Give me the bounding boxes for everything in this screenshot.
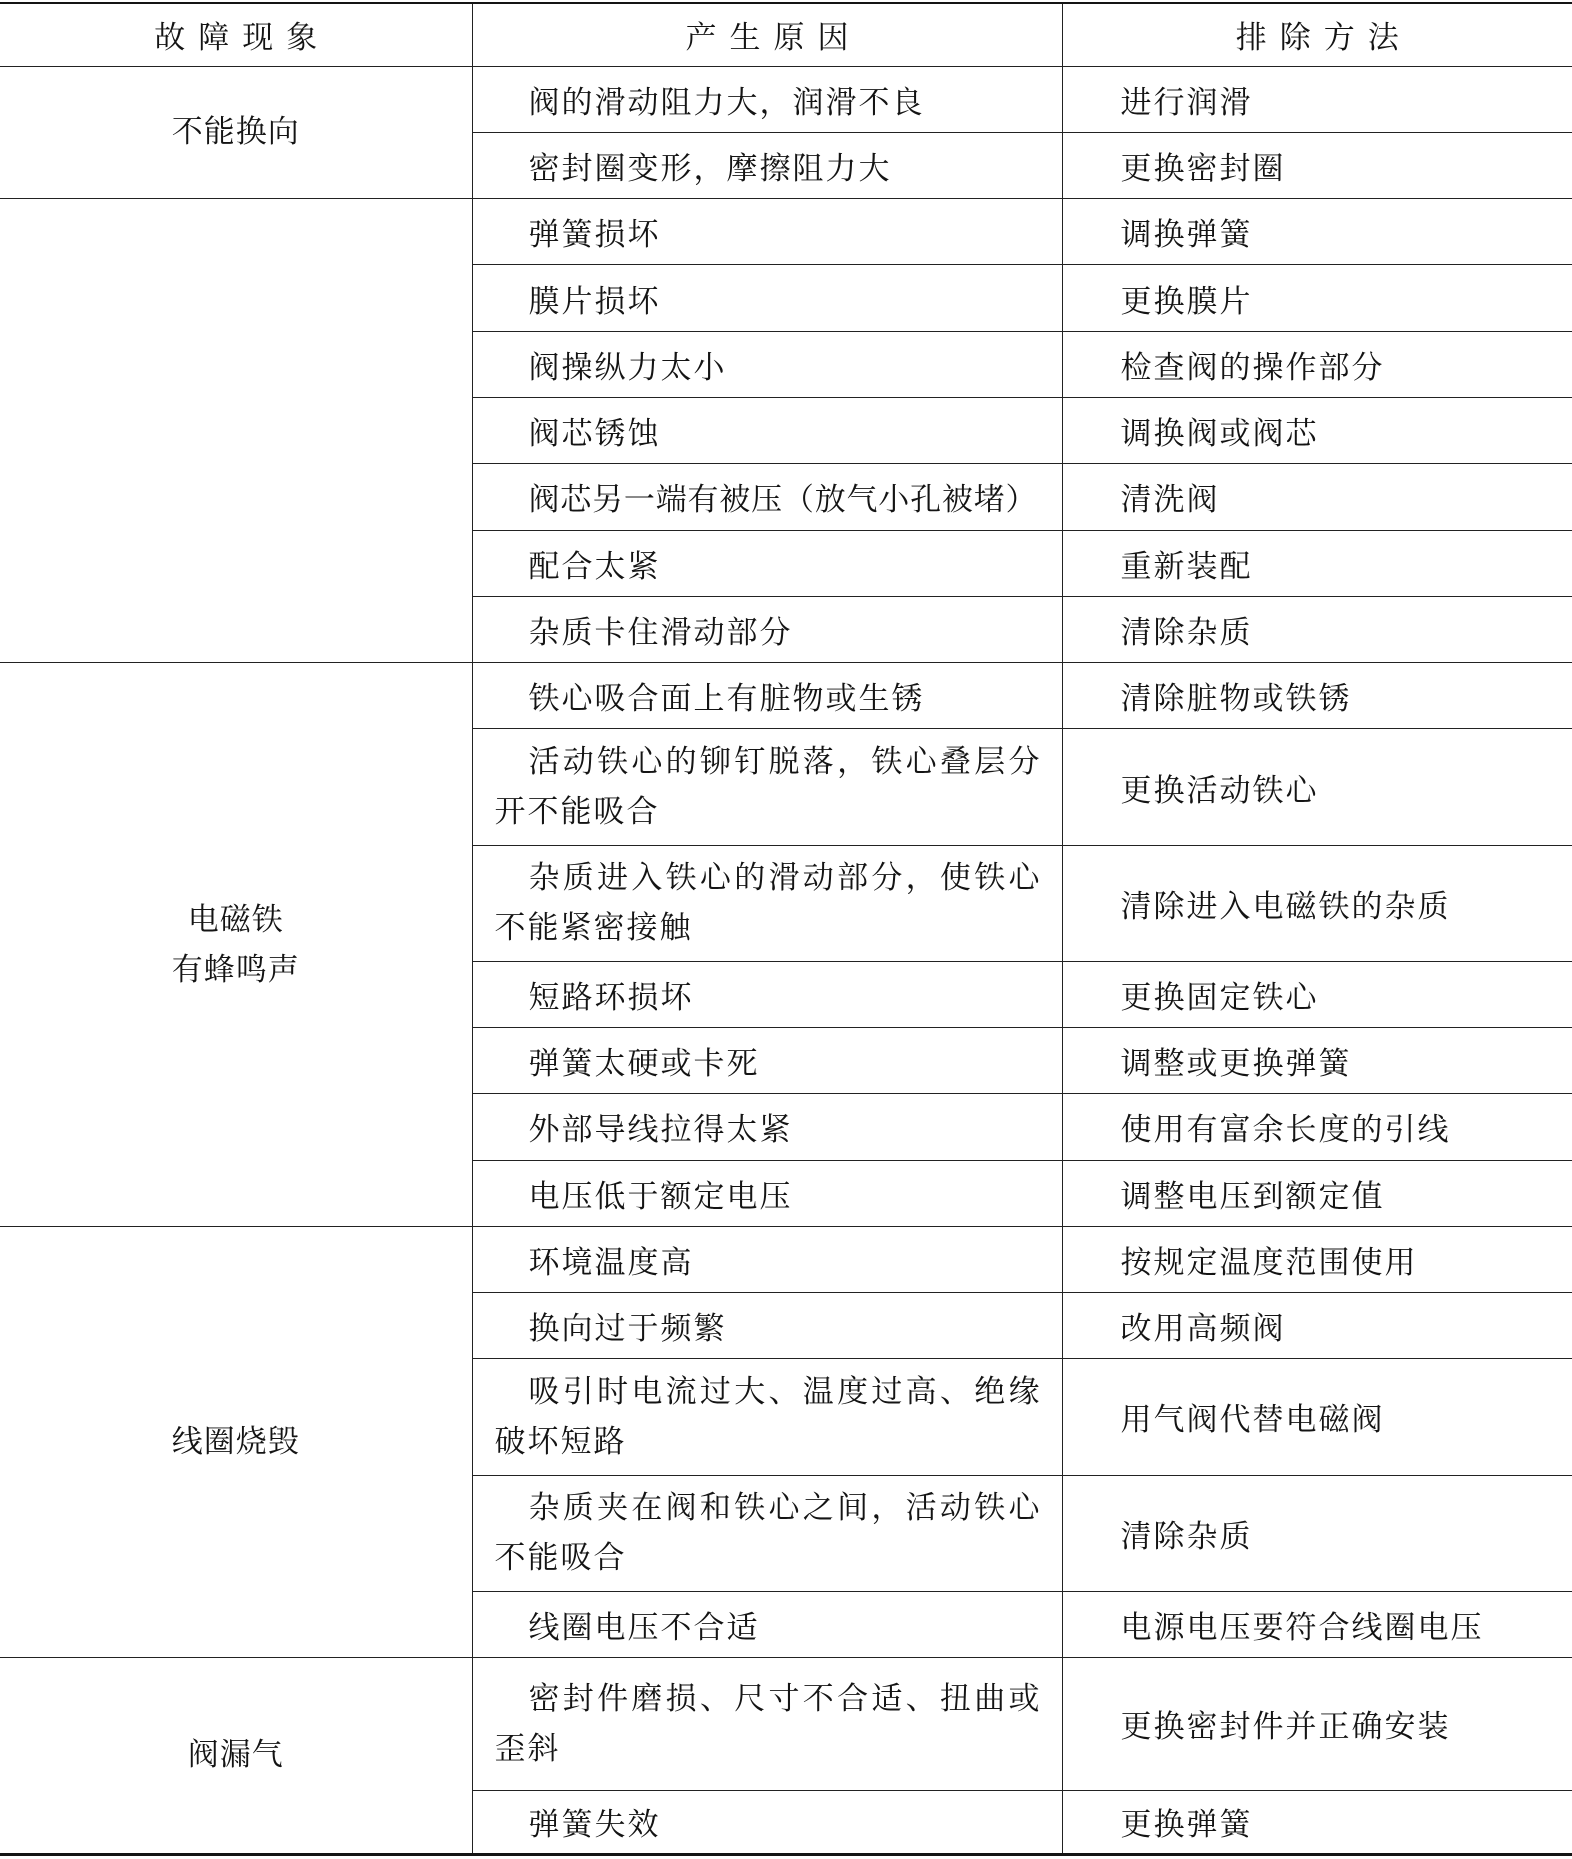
remedy-cell: 更换固定铁心	[1062, 961, 1572, 1027]
header-cause: 产生原因	[472, 3, 1062, 66]
cause-cell: 阀芯锈蚀	[472, 397, 1062, 463]
symptom-cell	[0, 199, 472, 663]
remedy-cell: 清除杂质	[1062, 1475, 1572, 1591]
header-symptom: 故障现象	[0, 3, 472, 66]
symptom-cell: 线圈烧毁	[0, 1226, 472, 1657]
symptom-cell: 不能换向	[0, 66, 472, 199]
symptom-cell: 电磁铁 有蜂鸣声	[0, 663, 472, 1227]
cause-cell: 阀芯另一端有被压（放气小孔被堵）	[472, 464, 1062, 530]
table-row	[0, 66, 1572, 132]
remedy-cell: 更换密封件并正确安装	[1062, 1657, 1572, 1790]
cause-cell: 配合太紧	[472, 530, 1062, 596]
table-row	[0, 199, 1572, 265]
remedy-cell: 更换弹簧	[1062, 1790, 1572, 1854]
cause-cell: 杂质进入铁心的滑动部分，使铁心不能紧密接触	[472, 845, 1062, 961]
remedy-cell: 清除进入电磁铁的杂质	[1062, 845, 1572, 961]
remedy-cell: 电源电压要符合线圈电压	[1062, 1591, 1572, 1657]
cause-cell: 铁心吸合面上有脏物或生锈	[472, 663, 1062, 729]
cause-cell: 密封件磨损、尺寸不合适、扭曲或歪斜	[472, 1657, 1062, 1790]
table-row	[0, 1226, 1572, 1292]
cause-cell: 膜片损坏	[472, 265, 1062, 331]
cause-cell: 阀操纵力太小	[472, 331, 1062, 397]
cause-cell: 活动铁心的铆钉脱落，铁心叠层分开不能吸合	[472, 729, 1062, 845]
troubleshooting-table	[0, 2, 1572, 1856]
remedy-cell: 调换阀或阀芯	[1062, 397, 1572, 463]
cause-cell: 杂质卡住滑动部分	[472, 596, 1062, 662]
remedy-cell: 清除杂质	[1062, 596, 1572, 662]
cause-cell: 密封圈变形，摩擦阻力大	[472, 132, 1062, 198]
cause-cell: 弹簧失效	[472, 1790, 1062, 1854]
cause-cell: 短路环损坏	[472, 961, 1062, 1027]
cause-cell: 吸引时电流过大、温度过高、绝缘破坏短路	[472, 1359, 1062, 1475]
remedy-cell: 清洗阀	[1062, 464, 1572, 530]
cause-cell: 外部导线拉得太紧	[472, 1094, 1062, 1160]
remedy-cell: 用气阀代替电磁阀	[1062, 1359, 1572, 1475]
header-remedy: 排除方法	[1062, 3, 1572, 66]
remedy-cell: 更换活动铁心	[1062, 729, 1572, 845]
remedy-cell: 重新装配	[1062, 530, 1572, 596]
cause-cell: 弹簧太硬或卡死	[472, 1027, 1062, 1093]
cause-cell: 杂质夹在阀和铁心之间，活动铁心不能吸合	[472, 1475, 1062, 1591]
remedy-cell: 使用有富余长度的引线	[1062, 1094, 1572, 1160]
remedy-cell: 调整电压到额定值	[1062, 1160, 1572, 1226]
remedy-cell: 更换密封圈	[1062, 132, 1572, 198]
symptom-cell: 阀漏气	[0, 1657, 472, 1854]
table-row	[0, 1657, 1572, 1790]
remedy-cell: 按规定温度范围使用	[1062, 1226, 1572, 1292]
cause-cell: 弹簧损坏	[472, 199, 1062, 265]
header-row	[0, 3, 1572, 66]
cause-cell: 线圈电压不合适	[472, 1591, 1062, 1657]
remedy-cell: 进行润滑	[1062, 66, 1572, 132]
remedy-cell: 改用高频阀	[1062, 1293, 1572, 1359]
remedy-cell: 清除脏物或铁锈	[1062, 663, 1572, 729]
remedy-cell: 调换弹簧	[1062, 199, 1572, 265]
cause-cell: 阀的滑动阻力大，润滑不良	[472, 66, 1062, 132]
cause-cell: 环境温度高	[472, 1226, 1062, 1292]
remedy-cell: 更换膜片	[1062, 265, 1572, 331]
remedy-cell: 调整或更换弹簧	[1062, 1027, 1572, 1093]
remedy-cell: 检查阀的操作部分	[1062, 331, 1572, 397]
cause-cell: 电压低于额定电压	[472, 1160, 1062, 1226]
table-row	[0, 663, 1572, 729]
cause-cell: 换向过于频繁	[472, 1293, 1062, 1359]
